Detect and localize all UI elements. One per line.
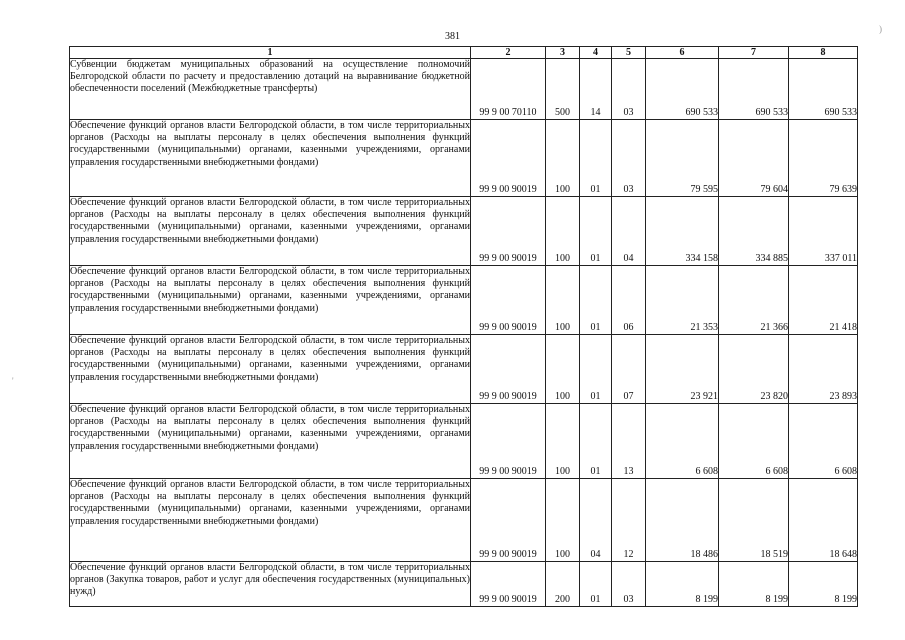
column-header: 7 xyxy=(719,47,789,59)
target-article-code: 99 9 00 90019 xyxy=(471,479,546,562)
subsection-code: 07 xyxy=(612,335,646,404)
amount-col-6: 6 608 xyxy=(646,404,719,479)
target-article-code: 99 9 00 90019 xyxy=(471,266,546,335)
amount-col-7: 690 533 xyxy=(719,59,789,120)
amount-col-6: 79 595 xyxy=(646,120,719,197)
amount-col-6: 21 353 xyxy=(646,266,719,335)
target-article-code: 99 9 00 90019 xyxy=(471,335,546,404)
amount-col-7: 6 608 xyxy=(719,404,789,479)
section-code: 01 xyxy=(580,562,612,607)
column-header: 1 xyxy=(70,47,471,59)
amount-col-8: 6 608 xyxy=(789,404,858,479)
amount-col-8: 8 199 xyxy=(789,562,858,607)
expense-type-code: 100 xyxy=(546,266,580,335)
section-code: 01 xyxy=(580,197,612,266)
amount-col-8: 337 011 xyxy=(789,197,858,266)
table-row xyxy=(70,120,858,197)
amount-col-6: 690 533 xyxy=(646,59,719,120)
section-code: 01 xyxy=(580,266,612,335)
table-row xyxy=(70,404,858,479)
expense-description: Обеспечение функций органов власти Белгородской области, в том числе территориальных органов (Расходы на выплаты персоналу в целях обеспечения выполнения функций государственными (муниципальными) органами, казенными учреждениями, органами управления государственными внебюджетными фондами) xyxy=(70,197,471,266)
subsection-code: 06 xyxy=(612,266,646,335)
amount-col-6: 23 921 xyxy=(646,335,719,404)
amount-col-6: 8 199 xyxy=(646,562,719,607)
section-code: 01 xyxy=(580,335,612,404)
subsection-code: 03 xyxy=(612,562,646,607)
expense-description: Обеспечение функций органов власти Белгородской области, в том числе территориальных органов (Расходы на выплаты персоналу в целях обеспечения выполнения функций государственными (муниципальными) органами, казенными учреждениями, органами управления государственными внебюджетными фондами) xyxy=(70,479,471,562)
table-row xyxy=(70,562,858,607)
amount-col-7: 334 885 xyxy=(719,197,789,266)
amount-col-8: 23 893 xyxy=(789,335,858,404)
expense-description: Обеспечение функций органов власти Белгородской области, в том числе территориальных органов (Расходы на выплаты персоналу в целях обеспечения выполнения функций государственными (муниципальными) органами, казенными учреждениями, органами управления государственными внебюджетными фондами) xyxy=(70,335,471,404)
subsection-code: 04 xyxy=(612,197,646,266)
expense-description: Обеспечение функций органов власти Белгородской области, в том числе территориальных органов (Закупка товаров, работ и услуг для обеспечения государственных (муниципальных) нужд) xyxy=(70,562,471,607)
section-code: 14 xyxy=(580,59,612,120)
expense-description: Обеспечение функций органов власти Белгородской области, в том числе территориальных органов (Расходы на выплаты персоналу в целях обеспечения выполнения функций государственными (муниципальными) органами, казенными учреждениями, органами управления государственными внебюджетными фондами) xyxy=(70,404,471,479)
table-row xyxy=(70,335,858,404)
expense-type-code: 100 xyxy=(546,120,580,197)
target-article-code: 99 9 00 70110 xyxy=(471,59,546,120)
section-code: 01 xyxy=(580,120,612,197)
scan-artifact-mark: ' xyxy=(12,376,14,386)
expense-description: Обеспечение функций органов власти Белгородской области, в том числе территориальных органов (Расходы на выплаты персоналу в целях обеспечения выполнения функций государственными (муниципальными) органами, казенными учреждениями, органами управления государственными внебюджетными фондами) xyxy=(70,120,471,197)
table-row xyxy=(70,479,858,562)
column-header: 5 xyxy=(612,47,646,59)
expense-description: Обеспечение функций органов власти Белгородской области, в том числе территориальных органов (Расходы на выплаты персоналу в целях обеспечения выполнения функций государственными (муниципальными) органами, казенными учреждениями, органами управления государственными внебюджетными фондами) xyxy=(70,266,471,335)
amount-col-6: 18 486 xyxy=(646,479,719,562)
table-row xyxy=(70,266,858,335)
amount-col-8: 690 533 xyxy=(789,59,858,120)
table-row xyxy=(70,197,858,266)
section-code: 01 xyxy=(580,404,612,479)
amount-col-6: 334 158 xyxy=(646,197,719,266)
section-code: 04 xyxy=(580,479,612,562)
target-article-code: 99 9 00 90019 xyxy=(471,562,546,607)
expense-type-code: 500 xyxy=(546,59,580,120)
target-article-code: 99 9 00 90019 xyxy=(471,404,546,479)
column-header: 6 xyxy=(646,47,719,59)
scan-artifact-mark: ) xyxy=(879,24,882,34)
expense-type-code: 100 xyxy=(546,197,580,266)
subsection-code: 03 xyxy=(612,59,646,120)
amount-col-7: 8 199 xyxy=(719,562,789,607)
column-header: 2 xyxy=(471,47,546,59)
expense-type-code: 100 xyxy=(546,335,580,404)
subsection-code: 12 xyxy=(612,479,646,562)
expense-type-code: 100 xyxy=(546,404,580,479)
column-header: 4 xyxy=(580,47,612,59)
amount-col-8: 18 648 xyxy=(789,479,858,562)
target-article-code: 99 9 00 90019 xyxy=(471,197,546,266)
expense-description: Субвенции бюджетам муниципальных образований на осуществление полномочий Белгородской области по расчету и предоставлению дотаций на выравнивание бюджетной обеспеченности поселений (Межбюджетные трансферты) xyxy=(70,59,471,120)
amount-col-8: 79 639 xyxy=(789,120,858,197)
amount-col-8: 21 418 xyxy=(789,266,858,335)
table-header-row xyxy=(70,47,858,59)
column-header: 3 xyxy=(546,47,580,59)
subsection-code: 03 xyxy=(612,120,646,197)
amount-col-7: 23 820 xyxy=(719,335,789,404)
amount-col-7: 18 519 xyxy=(719,479,789,562)
page-number: 381 xyxy=(445,31,460,42)
table-row xyxy=(70,59,858,120)
amount-col-7: 79 604 xyxy=(719,120,789,197)
column-header: 8 xyxy=(789,47,858,59)
expense-type-code: 100 xyxy=(546,479,580,562)
target-article-code: 99 9 00 90019 xyxy=(471,120,546,197)
budget-table xyxy=(69,46,858,607)
amount-col-7: 21 366 xyxy=(719,266,789,335)
expense-type-code: 200 xyxy=(546,562,580,607)
subsection-code: 13 xyxy=(612,404,646,479)
